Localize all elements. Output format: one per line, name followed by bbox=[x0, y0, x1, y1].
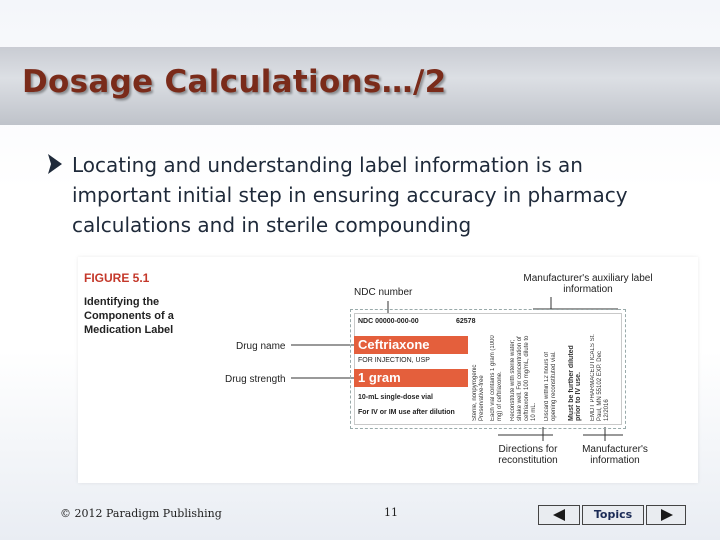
label-side-4: Discard within 12 hours of opening reconstituted vial. bbox=[544, 351, 557, 421]
label-side-3: Reconstitute with sterile water; shake well. For concentration of ceftriaxone 100 mg/mL, dilute to 10 mL. bbox=[510, 335, 537, 421]
figure-caption: Identifying the Components of a Medication Label bbox=[84, 296, 174, 336]
ndc-callout: NDC number bbox=[354, 287, 413, 298]
copyright: © 2012 Paradigm Publishing bbox=[60, 507, 222, 520]
label-side-1: Sterile, nonpyrogenic Preservative-free bbox=[472, 364, 485, 421]
topics-button[interactable]: Topics bbox=[582, 505, 644, 525]
medication-label-figure bbox=[78, 257, 698, 483]
label-vial: 10-mL single-dose vial bbox=[358, 394, 433, 401]
slide-title: Dosage Calculations…/2 bbox=[22, 64, 447, 100]
page-number: 11 bbox=[384, 506, 398, 519]
bullet-text: Locating and understanding label information is an important initial step in ensuring accuracy in pharmacy calculations and in sterile compounding bbox=[72, 153, 628, 237]
label-strength: 1 gram bbox=[358, 370, 401, 385]
arrow-bullet-icon bbox=[48, 154, 62, 174]
label-side-6: EMDT PHARMACEUTICALS St. Paul, MN 55102 EXP. Dec 12/2016 bbox=[590, 334, 610, 421]
label-side-2: Each vial contains 1 gram (1000 mg) of ceftriaxone. bbox=[490, 335, 503, 421]
drug-name-callout: Drug name bbox=[236, 341, 286, 352]
aux-callout: Manufacturer's auxiliary label information bbox=[523, 273, 653, 295]
drug-strength-callout: Drug strength bbox=[225, 374, 286, 385]
mfr-info-callout: Manufacturer's information bbox=[582, 444, 648, 466]
label-ndc-code: NDC 00000-000-00 bbox=[358, 318, 419, 325]
label-drug-name: Ceftriaxone bbox=[358, 337, 430, 352]
previous-button[interactable] bbox=[538, 505, 580, 525]
label-use: For IV or IM use after dilution bbox=[358, 409, 455, 416]
directions-callout: Directions for reconstitution bbox=[498, 444, 558, 466]
label-side-5: Must be further diluted prior to IV use. bbox=[568, 345, 582, 421]
label-route: FOR INJECTION, USP bbox=[358, 357, 430, 364]
figure-number: FIGURE 5.1 bbox=[84, 271, 150, 285]
arrow-left-icon bbox=[553, 509, 565, 521]
arrow-right-icon bbox=[661, 509, 673, 521]
next-button[interactable] bbox=[646, 505, 686, 525]
label-lot: 62578 bbox=[456, 318, 476, 325]
